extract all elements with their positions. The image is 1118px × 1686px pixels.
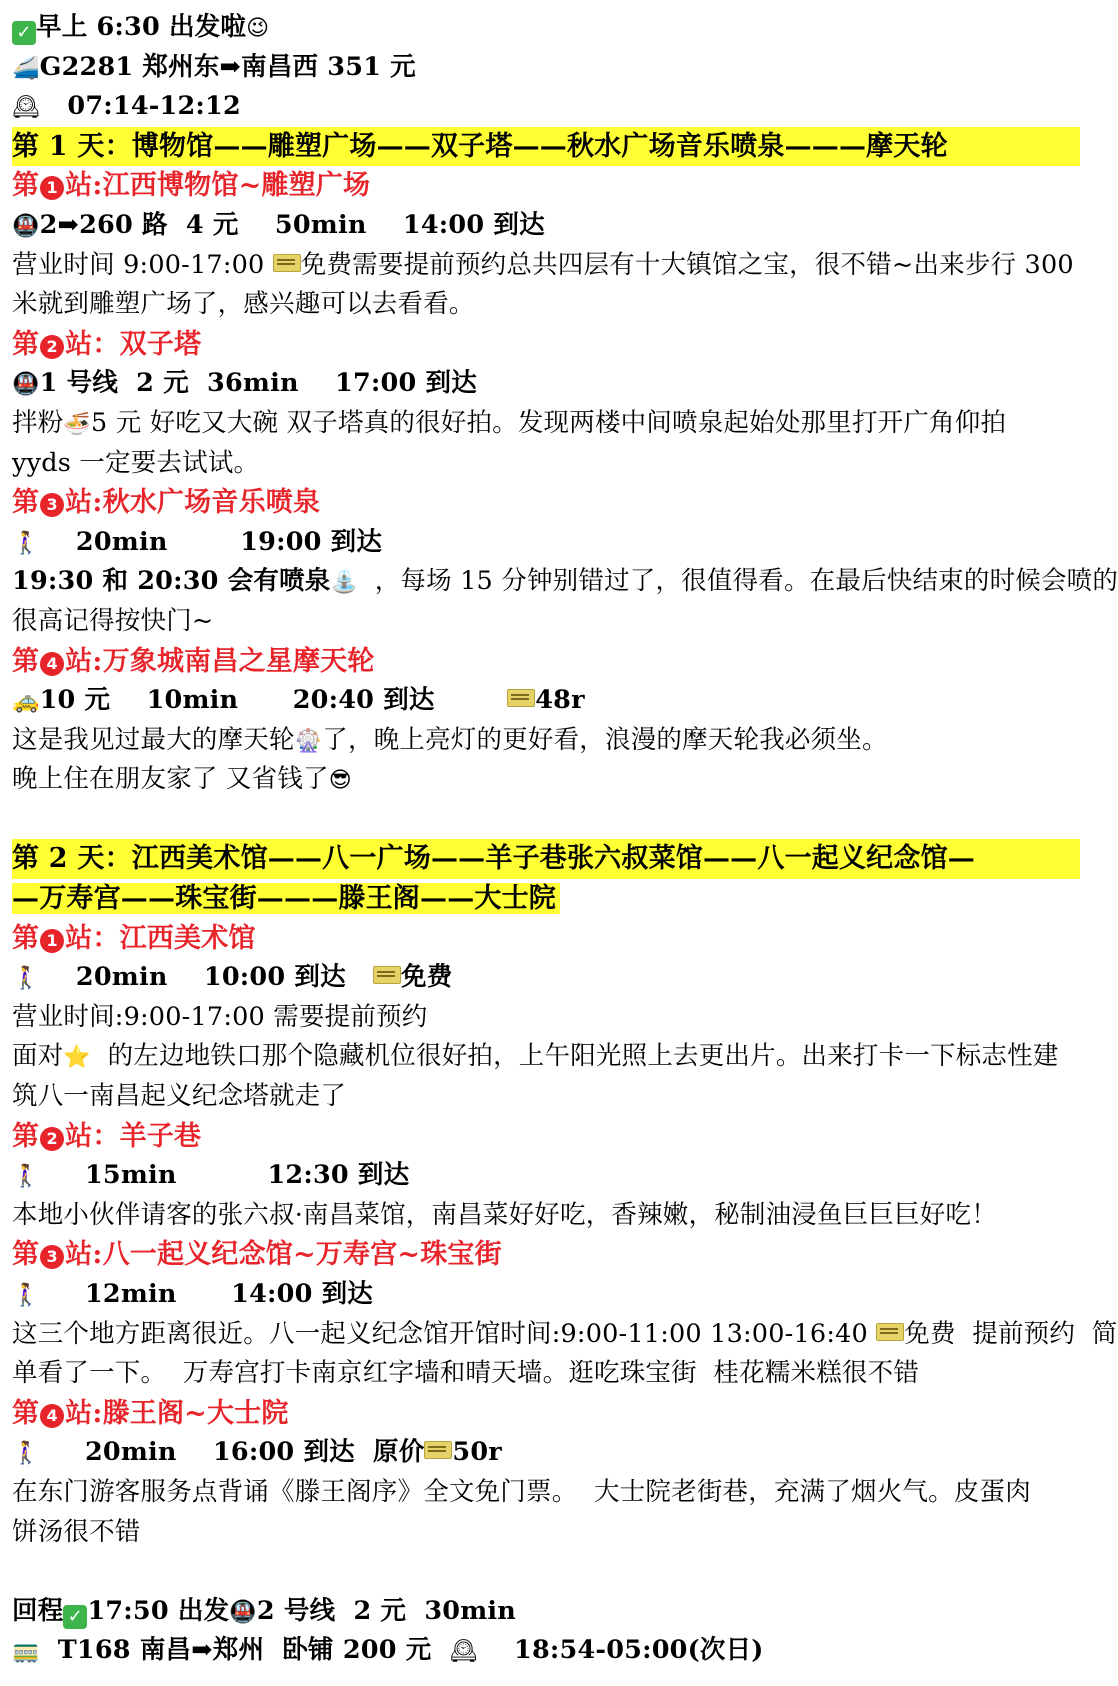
day1-title: 第 1 天：博物馆——雕塑广场——双子塔——秋水广场音乐喷泉———摩天轮 — [12, 127, 1076, 167]
return-line: 回程 ✓ 17:50 出发🚇2 号线 2 元 30min — [12, 1592, 1076, 1632]
day1-station4-transport: 🚕10 元 10min 20:40 到达 48r — [12, 681, 1076, 721]
station-number-badge: 2 — [40, 1127, 64, 1151]
station-number-badge: 1 — [40, 176, 64, 200]
return-train-line: 🚃 T168 南昌➡郑州 卧铺 200 元 🕰 18:54-05:00(次日) — [12, 1631, 1076, 1671]
day2-station3-desc-1: 这三个地方距离很近。八一起义纪念馆开馆时间:9:00-11:00 13:00-16:40 免费 提前预约 简 — [12, 1318, 1118, 1349]
high-speed-train-icon: 🚄 — [12, 55, 40, 81]
day2-station4-desc-1: 在东门游客服务点背诵《滕王阁序》全文免门票。 大士院老街巷，充满了烟火气。皮蛋肉 — [12, 1476, 1031, 1507]
day1-station3-transport: 🚶‍♀ 20min 19:00 到达 — [12, 523, 1076, 563]
admission-ticket-icon — [507, 689, 535, 707]
check-mark-icon: ✓ — [63, 1605, 87, 1629]
fountain-icon: ⛲ — [330, 570, 359, 596]
day2-station3-title: 第 3 站:八一起义纪念馆~万寿宫~珠宝街 — [12, 1239, 502, 1271]
day1-station3-title: 第 3 站:秋水广场音乐喷泉 — [12, 487, 321, 519]
day2-station3-desc-2: 单看了一下。 万寿宫打卡南京红字墙和晴天墙。逛吃珠宝街 桂花糯米糕很不错 — [12, 1358, 920, 1389]
station-number-badge: 3 — [40, 493, 64, 517]
day2-station2-transport: 🚶‍♀ 15min 12:30 到达 — [12, 1156, 1076, 1196]
day2-station1-desc-1: 面对⭐ 的左边地铁口那个隐藏机位很好拍，上午阳光照上去更出片。出来打卡一下标志性建 — [12, 1037, 1076, 1077]
day1-station2-transport: 🚇1 号线 2 元 36min 17:00 到达 — [12, 364, 1076, 404]
day1-station1-title: 第 1 站:江西博物馆~雕塑广场 — [12, 170, 371, 202]
railway-car-icon: 🚃 — [12, 1639, 40, 1665]
station-number-badge: 4 — [40, 1404, 64, 1428]
metro-icon: 🚇 — [12, 213, 40, 239]
woman-walking-icon: 🚶‍♀ — [12, 966, 40, 992]
admission-ticket-icon — [424, 1441, 452, 1459]
day2-station3-transport: 🚶‍♀ 12min 14:00 到达 — [12, 1275, 1076, 1315]
train-time-line: 🕰 07:14-12:12 — [12, 87, 1076, 127]
day2-station4-desc-2: 饼汤很不错 — [12, 1516, 141, 1547]
star-icon: ⭐ — [63, 1045, 91, 1071]
admission-ticket-icon — [876, 1323, 904, 1341]
day2-station2-title: 第 2 站：羊子巷 — [12, 1120, 202, 1152]
metro-icon: 🚇 — [12, 372, 40, 398]
station-number-badge: 2 — [40, 335, 64, 359]
day1-station2-title: 第 2 站：双子塔 — [12, 328, 202, 360]
taxi-icon: 🚕 — [12, 689, 40, 715]
day2-station1-title: 第 1 站：江西美术馆 — [12, 922, 256, 954]
day1-station2-desc-2: yyds 一定要去试试。 — [12, 447, 260, 478]
train-line: 🚄G2281 郑州东➡南昌西 351 元 — [12, 48, 1076, 88]
admission-ticket-icon — [273, 254, 301, 272]
ferris-wheel-icon: 🎡 — [294, 728, 323, 754]
day1-lodging: 晚上住在朋友家了 又省钱了😎 — [12, 760, 1076, 800]
winking-face-icon: 😉 — [246, 16, 270, 41]
day1-station3-desc-2: 很高记得按快门~ — [12, 605, 214, 636]
departure-line: ✓ 早上 6:30 出发啦😉 — [12, 8, 1076, 48]
day2-title-1: 第 2 天：江西美术馆——八一广场——羊子巷张六叔菜馆——八一起义纪念馆— — [12, 839, 1076, 879]
sunglasses-face-icon: 😎 — [328, 768, 352, 794]
day1-station1-transport: 🚇2➡260 路 4 元 50min 14:00 到达 — [12, 206, 1076, 246]
day2-title-2: —万寿宫——珠宝街———滕王阁——大士院 — [12, 879, 1076, 919]
day1-station1-desc-1: 营业时间 9:00-17:00 免费需要提前预约总共四层有十大镇馆之宝，很不错~出来步行 300 — [12, 249, 1074, 280]
day2-station1-hours: 营业时间:9:00-17:00 需要提前预约 — [12, 1001, 428, 1032]
check-mark-icon: ✓ — [12, 21, 36, 45]
noodle-bowl-icon: 🍜 — [63, 411, 91, 437]
station-number-badge: 4 — [40, 652, 64, 676]
day2-station4-transport: 🚶‍♀ 20min 16:00 到达 原价 50r — [12, 1433, 1076, 1473]
mantelpiece-clock-icon: 🕰 — [449, 1639, 478, 1665]
day1-station4-desc-1: 这是我见过最大的摩天轮🎡了，晚上亮灯的更好看，浪漫的摩天轮我必须坐。 — [12, 721, 1076, 761]
day2-station4-title: 第 4 站:滕王阁~大士院 — [12, 1397, 289, 1429]
admission-ticket-icon — [373, 966, 401, 984]
day1-station4-title: 第 4 站:万象城南昌之星摩天轮 — [12, 645, 375, 677]
day1-station2-desc-1: 拌粉🍜5 元 好吃又大碗 双子塔真的很好拍。发现两楼中间喷泉起始处那里打开广角仰拍 — [12, 404, 1076, 444]
day1-station1-desc-2: 米就到雕塑广场了，感兴趣可以去看看。 — [12, 289, 475, 320]
day1-station3-desc-1: 19:30 和 20:30 会有喷泉⛲ ，每场 15 分钟别错过了，很值得看。在最后快结束的时候会喷的 — [12, 562, 1076, 602]
metro-icon: 🚇 — [229, 1599, 257, 1625]
station-number-badge: 3 — [40, 1245, 64, 1269]
woman-walking-icon: 🚶‍♀ — [12, 530, 40, 556]
day2-station1-transport: 🚶‍♀ 20min 10:00 到达 免费 — [12, 958, 1076, 998]
spacer — [12, 1552, 1076, 1592]
woman-walking-icon: 🚶‍♀ — [12, 1283, 40, 1308]
day2-station2-desc: 本地小伙伴请客的张六叔·南昌菜馆，南昌菜好好吃，香辣嫩，秘制油浸鱼巨巨巨好吃！ — [12, 1199, 997, 1230]
day2-station1-desc-2: 筑八一南昌起义纪念塔就走了 — [12, 1081, 347, 1112]
woman-walking-icon: 🚶‍♀ — [12, 1164, 40, 1190]
woman-walking-icon: 🚶‍♀ — [12, 1441, 40, 1467]
mantelpiece-clock-icon: 🕰 — [12, 95, 41, 121]
spacer — [12, 800, 1076, 840]
station-number-badge: 1 — [40, 929, 64, 953]
